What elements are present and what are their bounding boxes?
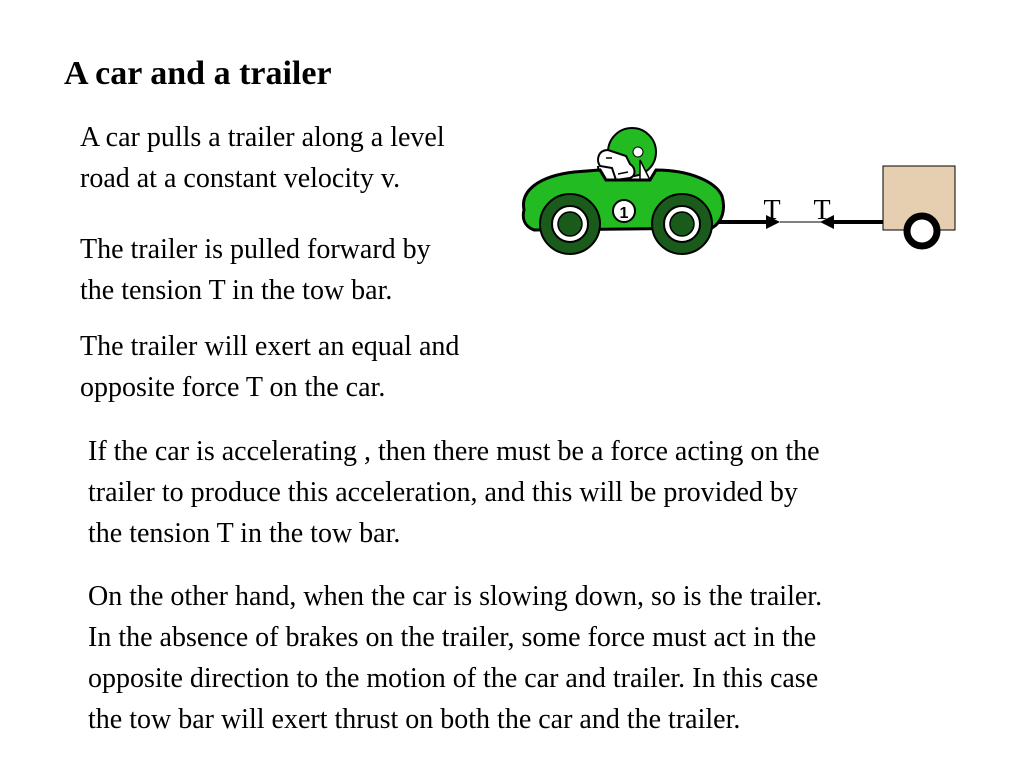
trailer-wheel <box>907 216 937 246</box>
car-number: 1 <box>619 205 629 222</box>
car-trailer-diagram <box>510 115 970 265</box>
paragraph-accelerating: If the car is accelerating , then there must be a force acting on the trailer to produce this acceleration, and this will be provided by the tension T in the tow bar. <box>88 436 820 549</box>
paragraph-equal-opposite: The trailer will exert an equal and opposite force T on the car. <box>80 331 460 403</box>
tension-label-trailer: T <box>813 195 831 226</box>
paragraph-slowing-down: On the other hand, when the car is slowing down, so is the trailer. In the absence of brakes on the trailer, some force must act in the opposite direction to the motion of the car and trailer. In this case the tow bar will exert thrust on both the car and the trailer. <box>88 581 823 735</box>
paragraph-tension-forward: The trailer is pulled forward by the tension T in the tow bar. <box>80 234 431 306</box>
driver-figure <box>598 128 656 186</box>
rear-wheel <box>652 194 712 254</box>
front-wheel <box>540 194 600 254</box>
slide-title: A car and a trailer <box>64 55 332 92</box>
tension-label-car: T <box>763 195 781 226</box>
paragraph-constant-velocity: A car pulls a trailer along a level road at a constant velocity v. <box>80 122 445 194</box>
